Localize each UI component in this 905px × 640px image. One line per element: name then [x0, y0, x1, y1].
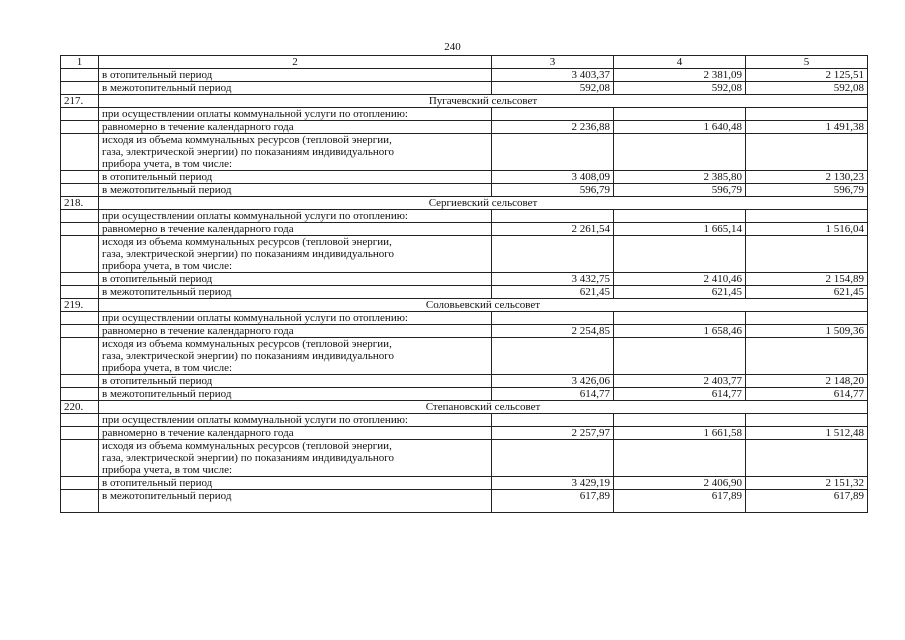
table-row: [61, 171, 868, 184]
table-row: [61, 273, 868, 286]
region-row: [61, 95, 868, 108]
row-description: [99, 134, 492, 171]
table-row: [61, 414, 868, 427]
value-col-3: [492, 108, 614, 121]
value-col-5: [746, 108, 868, 121]
description-line: исходя из объема коммунальных ресурсов (тепловой энергии,: [102, 338, 392, 350]
value-cell: [614, 338, 746, 375]
value-col-4: 1 658,46: [614, 325, 746, 338]
header-col-2: 2: [99, 56, 492, 69]
region-name: Степановский сельсовет: [99, 401, 868, 414]
region-row: [61, 401, 868, 414]
row-number-cell: [61, 236, 99, 273]
value-col-5: 617,89: [746, 490, 868, 513]
header-col-3: 3: [492, 56, 614, 69]
region-row: [61, 299, 868, 312]
row-description: в межотопительный период: [99, 286, 492, 299]
column-number-header: [61, 56, 868, 69]
region-name: Пугачевский сельсовет: [99, 95, 868, 108]
page-number: 240: [444, 41, 461, 53]
row-description: равномерно в течение календарного года: [99, 427, 492, 440]
row-description: при осуществлении оплаты коммунальной услуги по отоплению:: [99, 312, 492, 325]
value-col-4: 592,08: [614, 82, 746, 95]
row-number-cell: [61, 121, 99, 134]
row-number-cell: [61, 273, 99, 286]
value-cell: [746, 440, 868, 477]
value-col-3: 2 236,88: [492, 121, 614, 134]
row-description: в отопительный период: [99, 375, 492, 388]
table-row: [61, 477, 868, 490]
row-number-cell: [61, 82, 99, 95]
row-description: в межотопительный период: [99, 490, 492, 513]
description-line: прибора учета, в том числе:: [102, 260, 233, 272]
description-line: газа, электрической энергии) по показаниям индивидуального: [102, 452, 394, 464]
value-cell: [746, 236, 868, 273]
value-col-5: 2 151,32: [746, 477, 868, 490]
description-line: исходя из объема коммунальных ресурсов (тепловой энергии,: [102, 134, 392, 146]
value-col-4: [614, 210, 746, 223]
value-col-3: 2 257,97: [492, 427, 614, 440]
value-cell: [492, 134, 614, 171]
table-row: [61, 69, 868, 82]
description-line: газа, электрической энергии) по показаниям индивидуального: [102, 350, 394, 362]
value-col-5: 2 148,20: [746, 375, 868, 388]
value-col-4: 2 403,77: [614, 375, 746, 388]
description-line: газа, электрической энергии) по показаниям индивидуального: [102, 248, 394, 260]
description-line: исходя из объема коммунальных ресурсов (тепловой энергии,: [102, 236, 392, 248]
row-number-cell: [61, 134, 99, 171]
row-description: в отопительный период: [99, 171, 492, 184]
value-cell: [492, 236, 614, 273]
table-row: [61, 338, 868, 375]
value-col-3: [492, 414, 614, 427]
value-col-4: 596,79: [614, 184, 746, 197]
value-col-5: 1 516,04: [746, 223, 868, 236]
value-col-3: 617,89: [492, 490, 614, 513]
table-row: [61, 375, 868, 388]
value-cell: [614, 440, 746, 477]
row-description: в отопительный период: [99, 477, 492, 490]
value-col-3: 596,79: [492, 184, 614, 197]
row-number-cell: [61, 210, 99, 223]
value-col-3: [492, 312, 614, 325]
row-description: [99, 338, 492, 375]
row-number-cell: [61, 312, 99, 325]
table-row: [61, 236, 868, 273]
value-cell: [746, 134, 868, 171]
row-number-cell: [61, 286, 99, 299]
value-col-5: 1 512,48: [746, 427, 868, 440]
value-cell: [492, 338, 614, 375]
table-row: [61, 286, 868, 299]
value-col-3: [492, 210, 614, 223]
row-description: равномерно в течение календарного года: [99, 325, 492, 338]
region-name: Сергиевский сельсовет: [99, 197, 868, 210]
value-col-3: 592,08: [492, 82, 614, 95]
header-col-4: 4: [614, 56, 746, 69]
region-number: 219.: [61, 299, 99, 312]
row-number-cell: [61, 171, 99, 184]
description-line: прибора учета, в том числе:: [102, 464, 233, 476]
table-row: [61, 223, 868, 236]
row-description: в межотопительный период: [99, 82, 492, 95]
table-row: [61, 134, 868, 171]
region-number: 218.: [61, 197, 99, 210]
region-row: [61, 197, 868, 210]
row-number-cell: [61, 223, 99, 236]
table-row: [61, 210, 868, 223]
value-col-4: 1 640,48: [614, 121, 746, 134]
row-description: в отопительный период: [99, 273, 492, 286]
row-number-cell: [61, 184, 99, 197]
description-line: газа, электрической энергии) по показаниям индивидуального: [102, 146, 394, 158]
value-col-5: [746, 312, 868, 325]
row-description: при осуществлении оплаты коммунальной услуги по отоплению:: [99, 414, 492, 427]
value-cell: [614, 134, 746, 171]
row-description: в межотопительный период: [99, 184, 492, 197]
value-col-3: 3 408,09: [492, 171, 614, 184]
row-number-cell: [61, 490, 99, 513]
description-line: исходя из объема коммунальных ресурсов (тепловой энергии,: [102, 440, 392, 452]
row-description: в отопительный период: [99, 69, 492, 82]
row-description: равномерно в течение календарного года: [99, 121, 492, 134]
row-description: равномерно в течение календарного года: [99, 223, 492, 236]
value-col-4: 2 406,90: [614, 477, 746, 490]
table-row: [61, 427, 868, 440]
region-number: 220.: [61, 401, 99, 414]
value-col-5: 2 130,23: [746, 171, 868, 184]
table-row: [61, 108, 868, 121]
value-col-4: [614, 414, 746, 427]
table-row: [61, 490, 868, 513]
value-col-5: 592,08: [746, 82, 868, 95]
row-description: при осуществлении оплаты коммунальной услуги по отоплению:: [99, 108, 492, 121]
region-number: 217.: [61, 95, 99, 108]
table-body: [61, 56, 868, 513]
value-col-3: 3 403,37: [492, 69, 614, 82]
value-cell: [746, 338, 868, 375]
row-description: [99, 440, 492, 477]
value-col-5: 2 125,51: [746, 69, 868, 82]
description-line: прибора учета, в том числе:: [102, 362, 233, 374]
value-col-3: 614,77: [492, 388, 614, 401]
row-description: при осуществлении оплаты коммунальной услуги по отоплению:: [99, 210, 492, 223]
value-col-3: 3 426,06: [492, 375, 614, 388]
table-row: [61, 325, 868, 338]
value-col-5: [746, 414, 868, 427]
row-number-cell: [61, 108, 99, 121]
region-name: Соловьевский сельсовет: [99, 299, 868, 312]
table-row: [61, 440, 868, 477]
row-description: [99, 236, 492, 273]
value-col-3: 3 432,75: [492, 273, 614, 286]
value-col-3: 621,45: [492, 286, 614, 299]
table-row: [61, 388, 868, 401]
row-number-cell: [61, 338, 99, 375]
table-row: [61, 121, 868, 134]
row-number-cell: [61, 477, 99, 490]
value-col-5: 614,77: [746, 388, 868, 401]
header-col-1: 1: [61, 56, 99, 69]
table-row: [61, 82, 868, 95]
value-col-4: 2 410,46: [614, 273, 746, 286]
row-number-cell: [61, 69, 99, 82]
row-number-cell: [61, 375, 99, 388]
table-row: [61, 184, 868, 197]
tariff-table: [60, 55, 868, 513]
header-col-5: 5: [746, 56, 868, 69]
value-col-5: 1 509,36: [746, 325, 868, 338]
value-col-3: 2 261,54: [492, 223, 614, 236]
description-line: прибора учета, в том числе:: [102, 158, 233, 170]
value-col-4: 617,89: [614, 490, 746, 513]
value-cell: [492, 440, 614, 477]
value-col-5: 1 491,38: [746, 121, 868, 134]
row-number-cell: [61, 427, 99, 440]
row-description: в межотопительный период: [99, 388, 492, 401]
value-col-4: 621,45: [614, 286, 746, 299]
table-row: [61, 312, 868, 325]
row-number-cell: [61, 440, 99, 477]
value-col-3: 3 429,19: [492, 477, 614, 490]
value-col-4: 1 665,14: [614, 223, 746, 236]
value-col-5: 2 154,89: [746, 273, 868, 286]
value-col-5: [746, 210, 868, 223]
value-col-5: 621,45: [746, 286, 868, 299]
value-col-4: 1 661,58: [614, 427, 746, 440]
value-col-4: 2 385,80: [614, 171, 746, 184]
row-number-cell: [61, 325, 99, 338]
value-col-4: 2 381,09: [614, 69, 746, 82]
value-col-5: 596,79: [746, 184, 868, 197]
row-number-cell: [61, 414, 99, 427]
value-col-4: [614, 108, 746, 121]
row-number-cell: [61, 388, 99, 401]
value-col-4: [614, 312, 746, 325]
value-cell: [614, 236, 746, 273]
value-col-4: 614,77: [614, 388, 746, 401]
value-col-3: 2 254,85: [492, 325, 614, 338]
